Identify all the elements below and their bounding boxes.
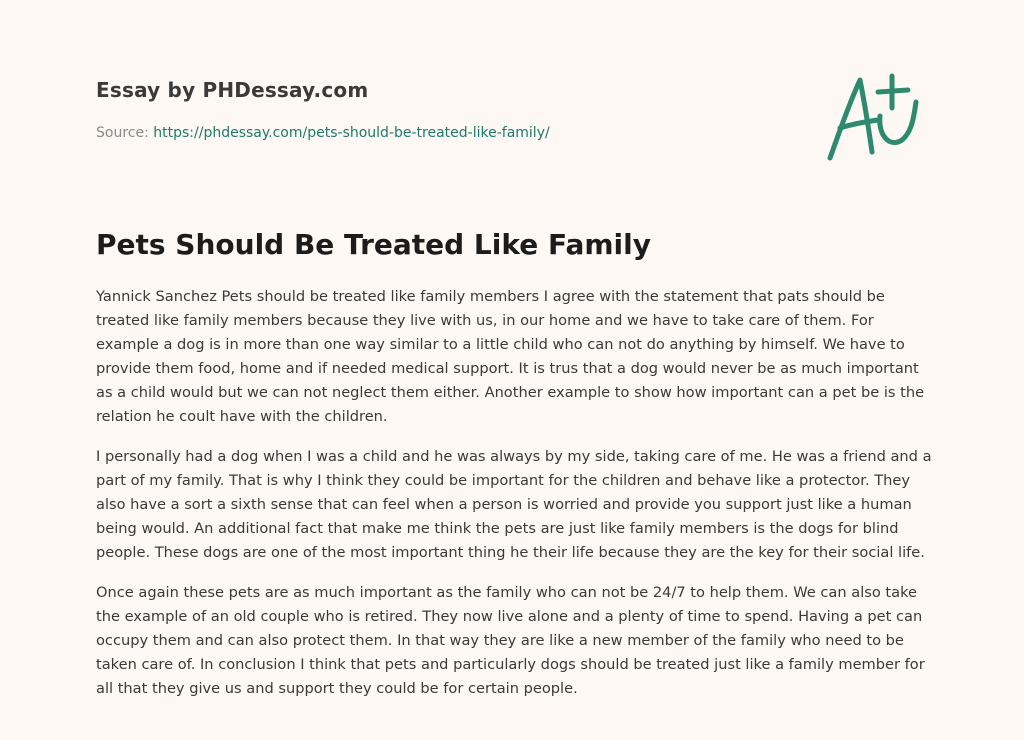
page-header [96, 76, 796, 143]
essay-paragraph: Yannick Sanchez Pets should be treated like family members I agree with the statement that pats should be treated like family members because they live with us, in our home and we have to take care of them. For example a dog is in more than one way similar to a little child who can not do anything by himself. We have to provide them food, home and if needed medical support. It is trus that a dog would never be as much important as a child would but we can not neglect them either. Another example to show how important can a pet be is the relation he coult have with the children. [96, 288, 925, 425]
essay-body [96, 285, 932, 717]
a-plus-grade-icon [820, 66, 930, 166]
source-link[interactable]: https://phdessay.com/pets-should-be-treated-like-family/ [153, 125, 550, 141]
essay-title: Pets Should Be Treated Like Family [96, 228, 651, 261]
essay-paragraph: Once again these pets are as much important as the family who can not be 24/7 to help them. We can also take the example of an old couple who is retired. They now live alone and a plenty of time to spend. Having a pet can occupy them and can also protect them. In that way they are like a new member of the family who need to be taken care of. In conclusion I think that pets and particularly dogs should be treated just like a family member for all that they give us and support they could be for certain people. [96, 584, 925, 697]
source-line [96, 123, 796, 143]
essay-paragraph: I personally had a dog when I was a child and he was always by my side, taking care of me. He was a friend and a part of my family. That is why I think they could be important for the children and behave like a protector. They also have a sort a sixth sense that can feel when a person is worried and provide you support just like a human being would. An additional fact that make me think the pets are just like family members is the dogs for blind people. These dogs are one of the most important thing he their life because they are the key for their social life. [96, 448, 932, 561]
source-label: Source: [96, 125, 149, 141]
site-brand: Essay by PHDessay.com [96, 78, 369, 102]
